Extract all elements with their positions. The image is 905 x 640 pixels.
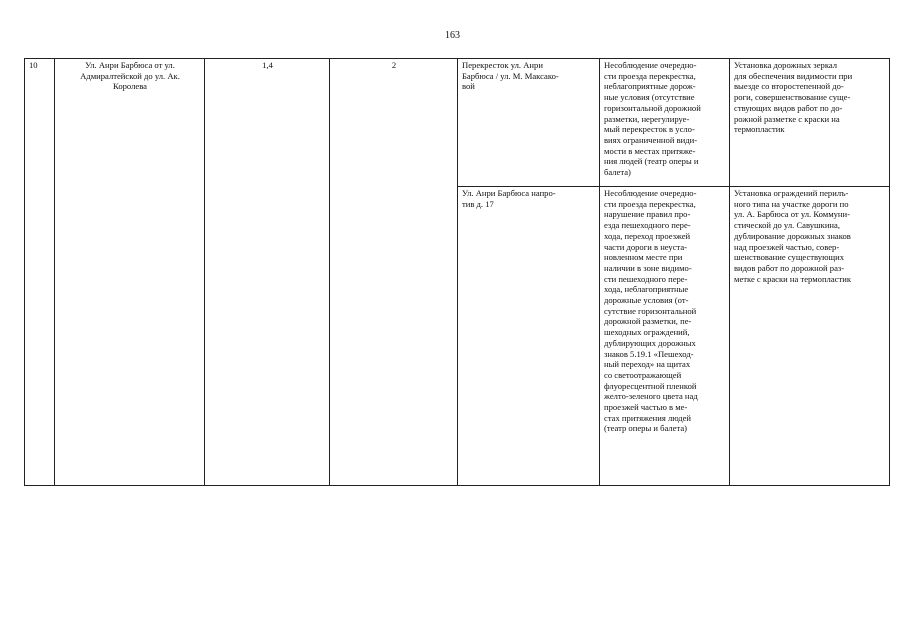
street-section-cell: Ул. Анри Барбюса от ул. Адмиралтейской до ул. Ак. Королева (55, 59, 205, 486)
location-cell: Ул. Анри Барбюса напро- тив д. 17 (458, 187, 600, 486)
location-cell: Перекресток ул. Анри Барбюса / ул. М. Максако- вой (458, 59, 600, 187)
measure-cell: Установка ограждений перилъ- ного типа на участке дороги по ул. А. Барбюса от ул. Коммуни- стической до ул. Савушкина, дублирование дорожных знаков над проезжей частью, совер- шенствование существующих видов работ по дорожной раз- метке с краски на термопластик (730, 187, 890, 486)
row-number-cell: 10 (25, 59, 55, 486)
measure-cell: Установка дорожных зеркал для обеспечения видимости при выезде со второстепенной до- роги, совершенствование суще- ствующих видов работ по до- рожной разметке с краски на термопластик (730, 59, 890, 187)
count-cell: 2 (330, 59, 458, 486)
cause-cell: Несоблюдение очередно- сти проезда перекрестка, неблагоприятные дорож- ные условия (отсутствие горизонтальной дорожной разметки, нерегулируе- мый перекресток в усло- виях ограниченной види- мости в местах притяже- ния людей (театр оперы и балета) (600, 59, 730, 187)
table-row (25, 59, 890, 187)
cause-cell: Несоблюдение очередно- сти проезда перекрестка, нарушение правил про- езда пешеходного пере- хода, переход проезжей части дороги в неуста- новленном месте при наличии в зоне видимо- сти пешеходного пере- хода, неблагоприятные дорожные условия (от- сутствие горизонтальной дорожной разметки, пе- шеходных ограждений, дублирующих дорожных знаков 5.19.1 «Пешеход- ный переход» на щитах со светоотражающей флуоресцентной пленкой желто-зеленого цвета над проезжей частью в ме- стах притяжения людей (театр оперы и балета) (600, 187, 730, 486)
page-number: 163 (445, 30, 460, 41)
length-cell: 1,4 (205, 59, 330, 486)
accident-sites-table (24, 58, 890, 486)
